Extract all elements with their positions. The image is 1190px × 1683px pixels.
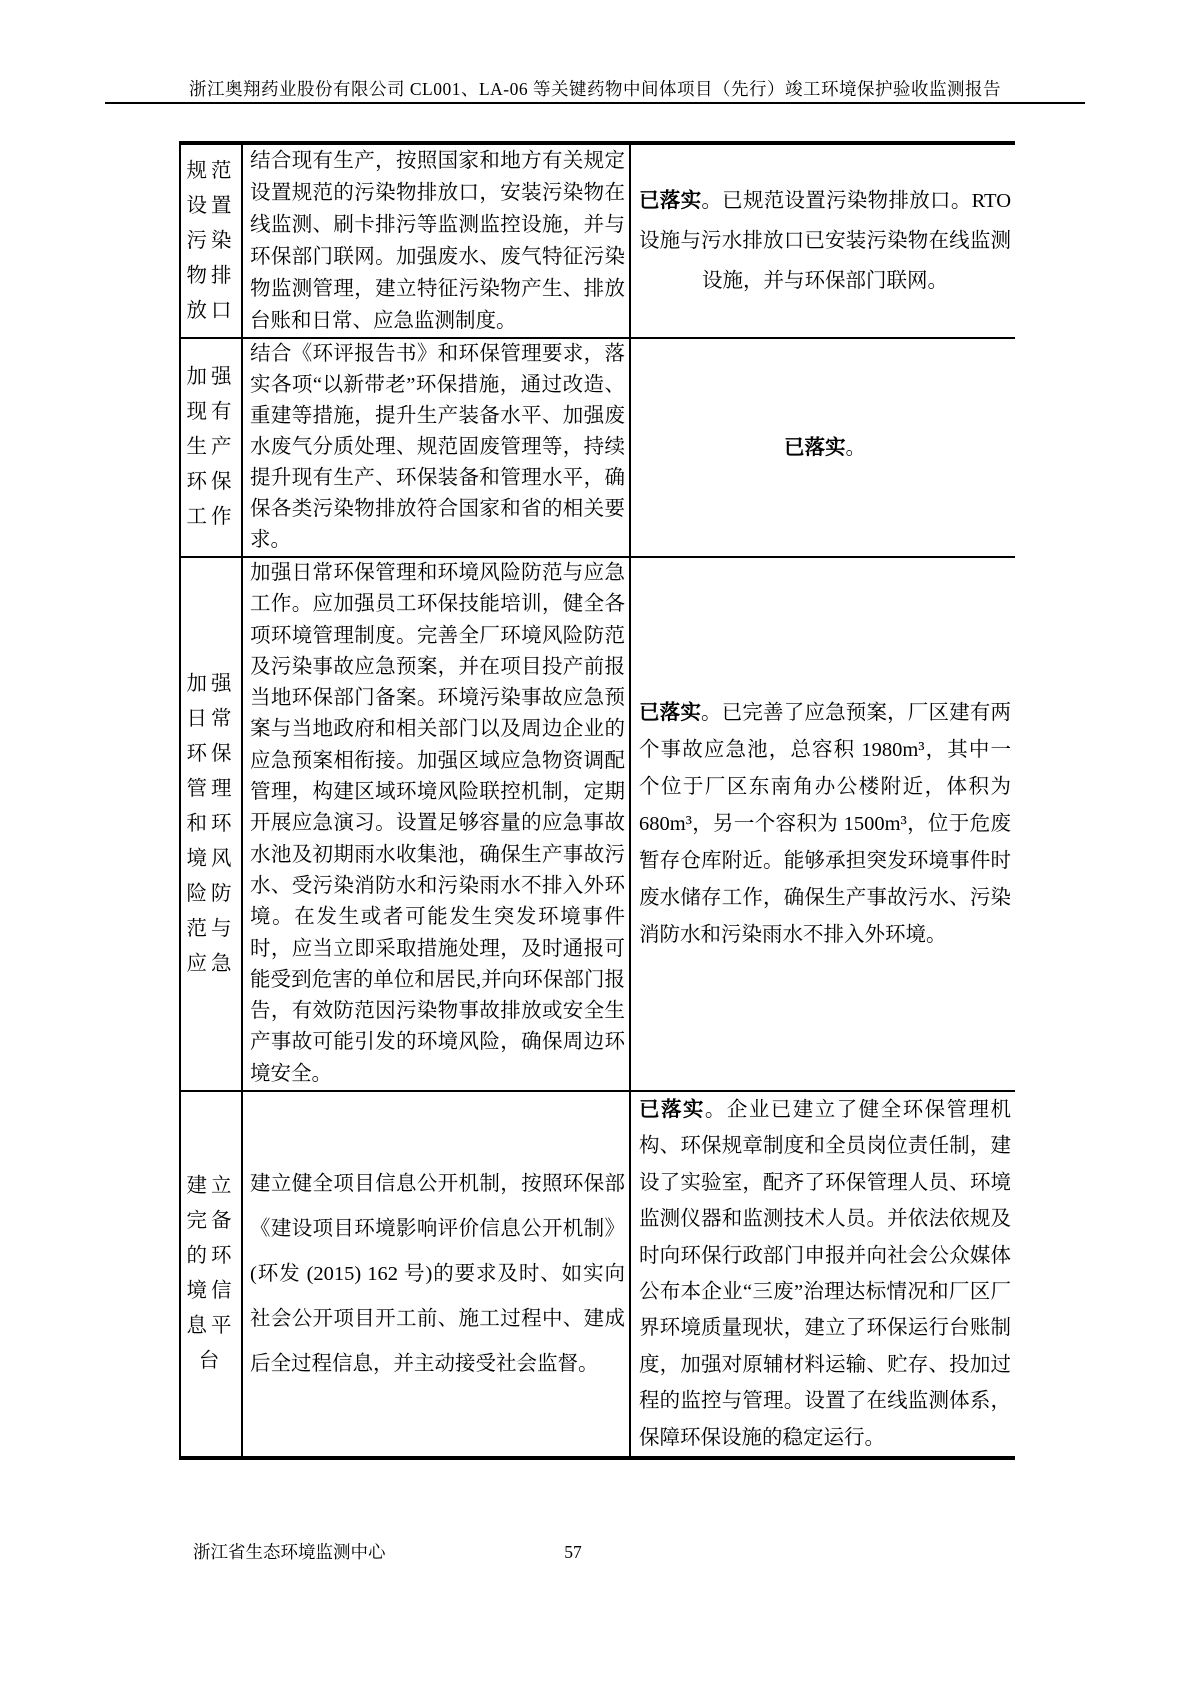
page-header-title: 浙江奥翔药业股份有限公司 CL001、LA-06 等关键药物中间体项目（先行）竣工环境保护验收监测报告 xyxy=(188,79,1001,99)
row-label: 规范设置污染物排放口 xyxy=(180,143,242,338)
row-label: 加强日常环保管理和环境风险防范与应急 xyxy=(180,557,242,1091)
footer-page-number: 57 xyxy=(564,1542,582,1562)
status-label: 已落实 xyxy=(784,436,846,459)
status-cell xyxy=(630,1091,1015,1458)
status-label: 已落实 xyxy=(639,1099,705,1122)
row-label: 建立完备的环境信息平台 xyxy=(180,1091,242,1458)
table-row xyxy=(180,338,1015,557)
row-label: 加强现有生产环保工作 xyxy=(180,338,242,557)
table-row xyxy=(180,1091,1015,1458)
requirement-cell: 结合《环评报告书》和环保管理要求，落实各项“以新带老”环保措施，通过改造、重建等措施，提升生产装备水平、加强废水废气分质处理、规范固废管理等，持续提升现有生产、环保装备和管理水平，确保各类污染物排放符合国家和省的相关要求。 xyxy=(242,338,630,557)
table-row xyxy=(180,557,1015,1091)
table-row xyxy=(180,143,1015,338)
status-text: 。 xyxy=(845,436,866,459)
status-cell xyxy=(630,143,1015,338)
header-rule xyxy=(105,102,1085,104)
status-label: 已落实 xyxy=(639,190,702,212)
status-text: 。企业已建立了健全环保管理机构、环保规章制度和全员岗位责任制，建设了实验室，配齐了环保管理人员、环境监测仪器和监测技术人员。并依法依规及时向环保行政部门申报并向社会公众媒体公布本企业“三废”治理达标情况和厂区厂界环境质量现状，建立了环保运行台账制度，加强对原辅材料运输、贮存、投加过程的监控与管理。设置了在线监测体系，保障环保设施的稳定运行。 xyxy=(639,1099,1011,1449)
requirement-cell: 建立健全项目信息公开机制，按照环保部《建设项目环境影响评价信息公开机制》(环发 (2015) 162 号)的要求及时、如实向社会公开项目开工前、施工过程中、建成后全过程信息，并主动接受社会监督。 xyxy=(242,1091,630,1458)
requirement-cell: 结合现有生产，按照国家和地方有关规定设置规范的污染物排放口，安装污染物在线监测、刷卡排污等监测监控设施，并与环保部门联网。加强废水、废气特征污染物监测管理，建立特征污染物产生、排放台账和日常、应急监测制度。 xyxy=(242,143,630,338)
status-cell xyxy=(630,338,1015,557)
compliance-table xyxy=(179,141,1015,1460)
requirement-cell: 加强日常环保管理和环境风险防范与应急工作。应加强员工环保技能培训，健全各项环境管理制度。完善全厂环境风险防范及污染事故应急预案，并在项目投产前报当地环保部门备案。环境污染事故应急预案与当地政府和相关部门以及周边企业的应急预案相衔接。加强区域应急物资调配管理，构建区域环境风险联控机制，定期开展应急演习。设置足够容量的应急事故水池及初期雨水收集池，确保生产事故污水、受污染消防水和污染雨水不排入外环境。在发生或者可能发生突发环境事件时，应当立即采取措施处理，及时通报可能受到危害的单位和居民,并向环保部门报告，有效防范因污染物事故排放或安全生产事故可能引发的环境风险，确保周边环境安全。 xyxy=(242,557,630,1091)
status-label: 已落实 xyxy=(639,701,702,724)
status-cell xyxy=(630,557,1015,1091)
status-text: 。已完善了应急预案，厂区建有两个事故应急池，总容积 1980m³，其中一个位于厂区东南角办公楼附近，体积为 680m³，另一个容积为 1500m³，位于危废暂存仓库附近。能够承担突发环境事件时废水储存工作，确保生产事故污水、污染消防水和污染雨水不排入外环境。 xyxy=(639,701,1012,946)
status-text: 。已规范设置污染物排放口。RTO 设施与污水排放口已安装污染物在线监测设施，并与环保部门联网。 xyxy=(639,190,1012,292)
footer-organization: 浙江省生态环境监测中心 xyxy=(193,1542,386,1562)
